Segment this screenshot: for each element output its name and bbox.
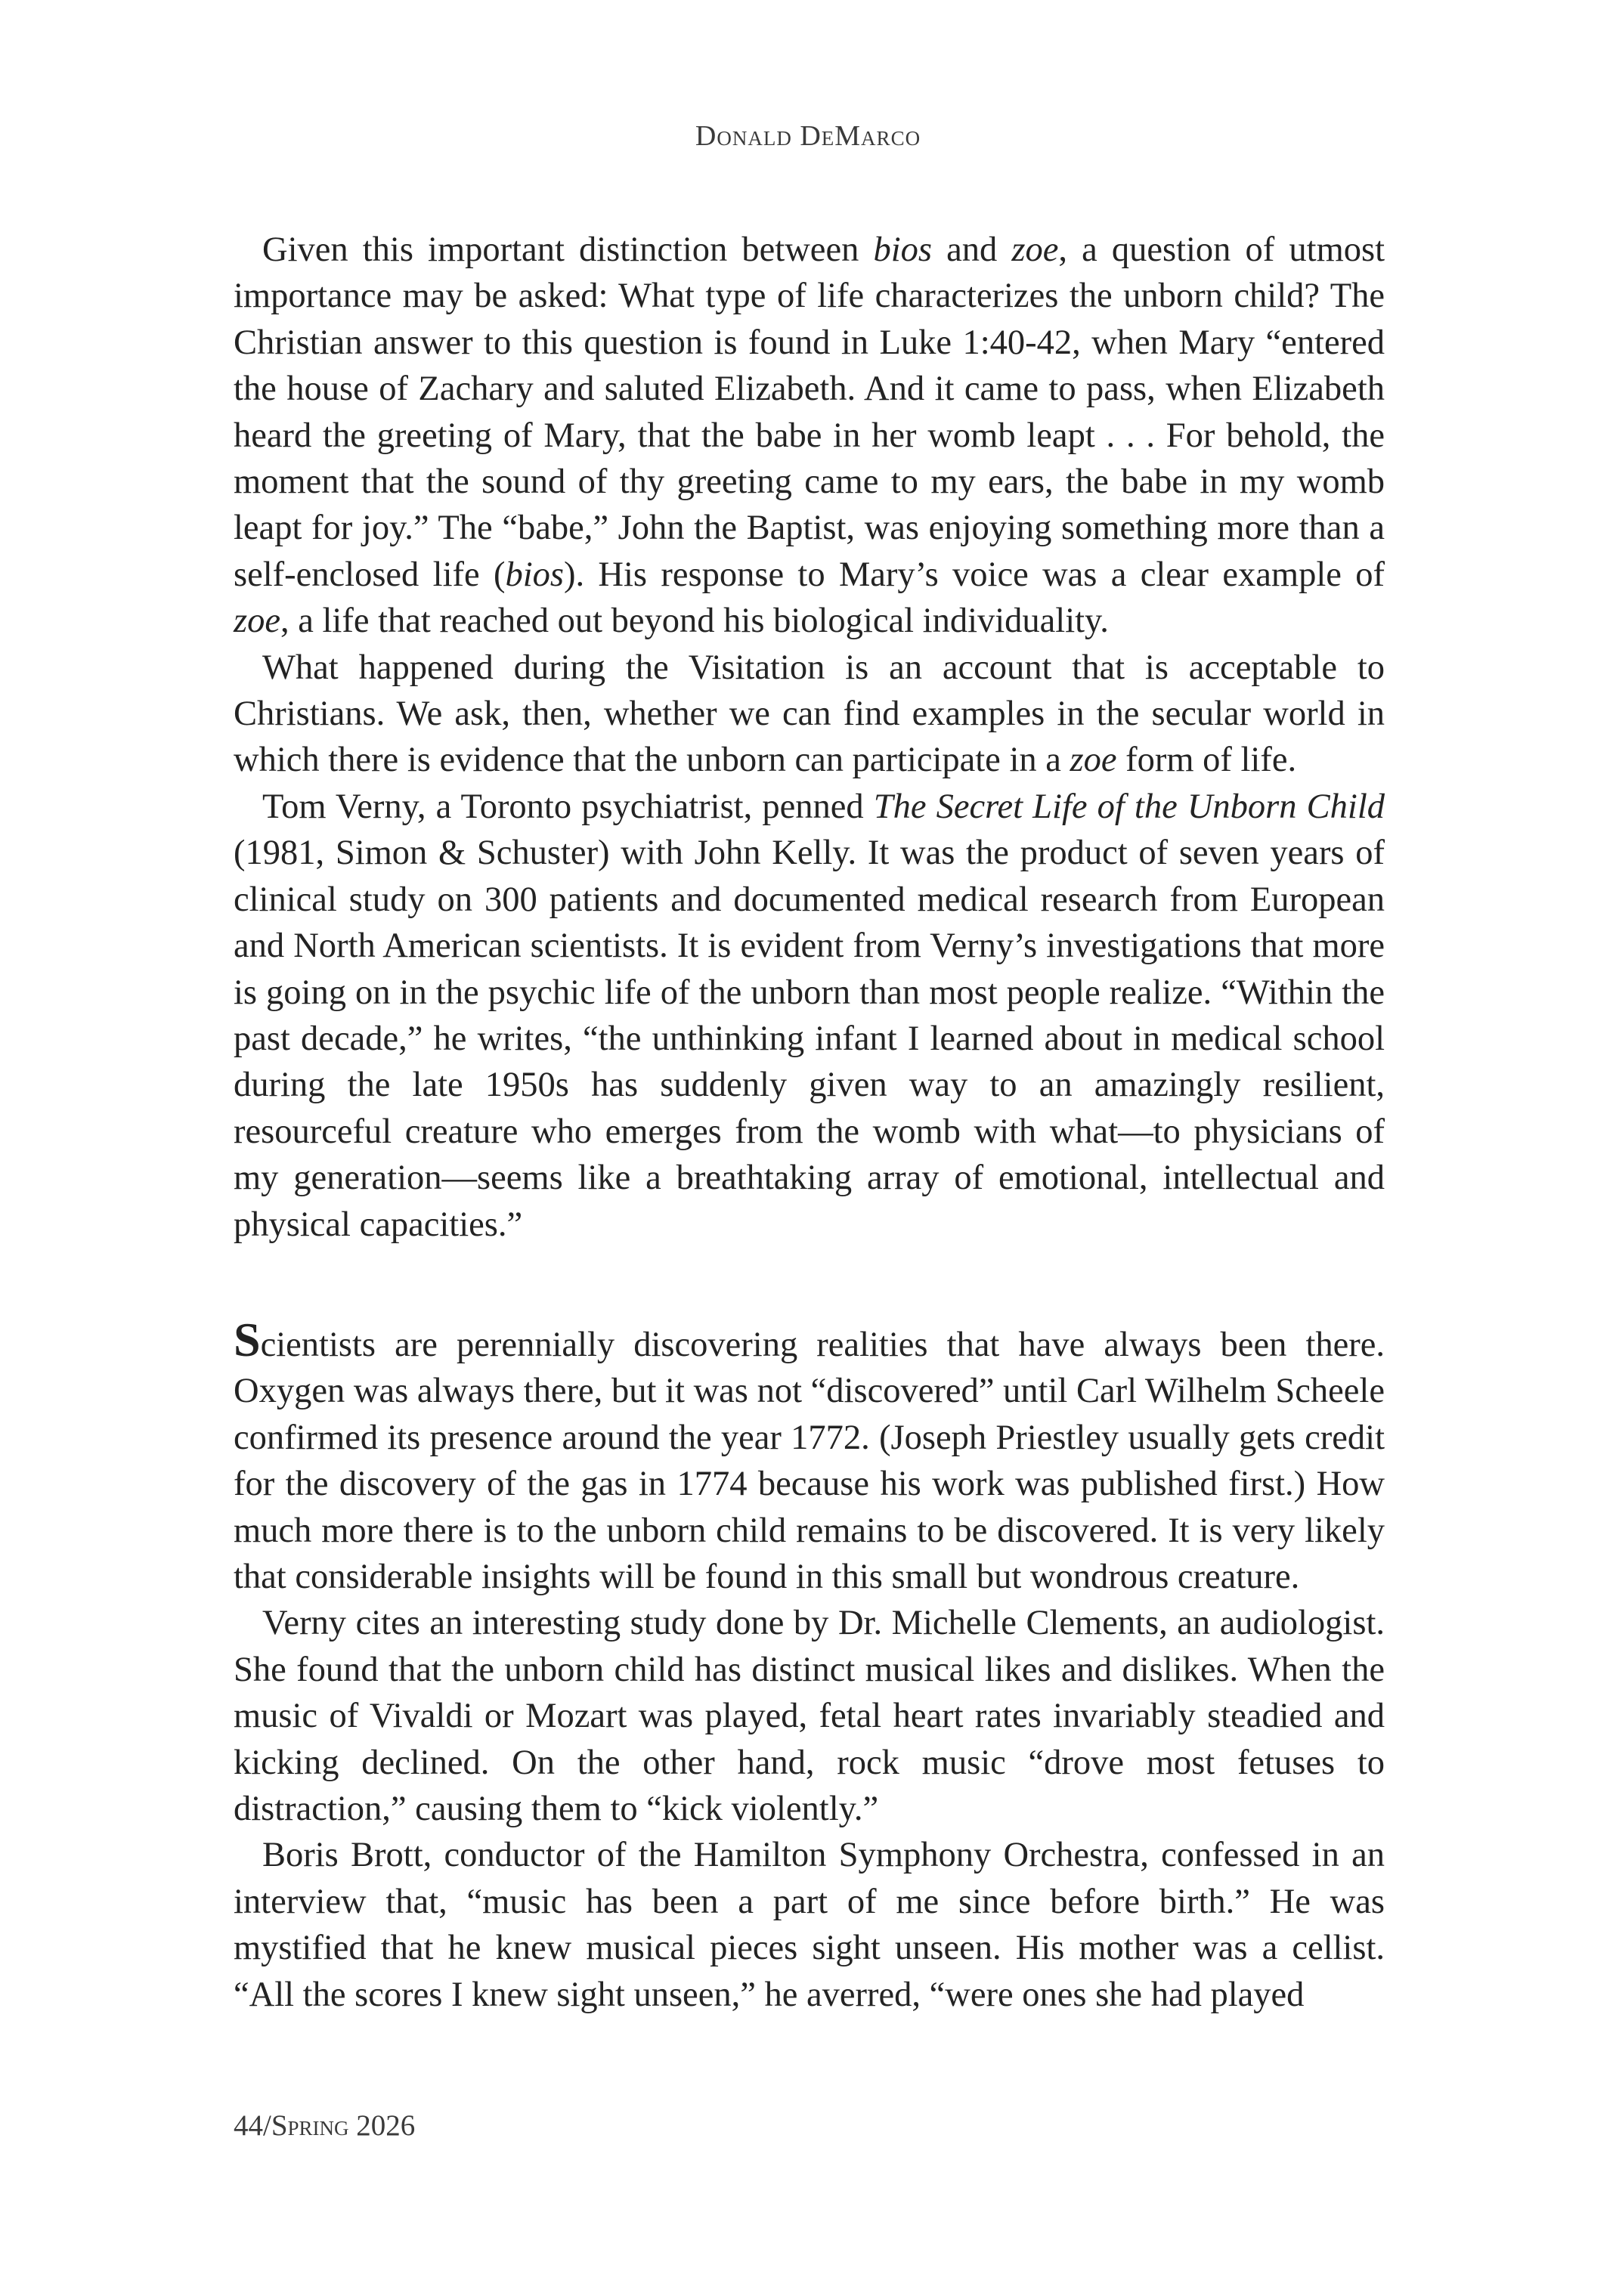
text-run: What happened during the Visitation is an account that is acceptable to Christians. We ask, then, whether we can find examples in the secular world in which there is evidence that the unborn can participate in a bbox=[234, 648, 1385, 780]
text-run: Given this important distinction between bbox=[262, 231, 874, 269]
italic-term: zoe bbox=[234, 602, 280, 641]
running-head: Donald DeMarco bbox=[695, 120, 921, 152]
text-run: , a question of utmost importance may be asked: What type of life characterizes the unborn child? The Christian answer to this question is found in Luke 1:40-42, when Mary “entered the house of Zachary and saluted Elizabeth. And it came to pass, when Elizabeth heard the greeting of Mary, that the babe in her womb leapt . . . For behold, the moment that the sound of thy greeting came to my ears, the babe in my womb leapt for joy.” The “babe,” John the Baptist, was enjoying something more than a self-enclosed life ( bbox=[234, 231, 1385, 594]
paragraph bbox=[234, 1313, 1385, 1600]
text-run: Tom Verny, a Toronto psychiatrist, penned bbox=[262, 787, 874, 826]
italic-term: zoe bbox=[1011, 231, 1059, 269]
section-two bbox=[234, 1313, 1385, 2018]
page-folio: 44/Spring 2026 bbox=[234, 2109, 416, 2142]
paragraph bbox=[234, 645, 1385, 784]
paragraph bbox=[234, 784, 1385, 1248]
book-title: The Secret Life of the Unborn Child bbox=[873, 787, 1385, 826]
text-run: form of life. bbox=[1116, 741, 1297, 780]
text-run: cientists are perennially discovering realities that have always been there. Oxygen was always there, but it was not “discovered” until Carl Wilhelm Scheele confirmed its presence around the year 1772. (Joseph Priestley usually gets credit for the discovery of the gas in 1774 because his work was published first.) How much more there is to the unborn child remains to be discovered. It is very likely that considerable insights will be found in this small but wondrous creature. bbox=[234, 1326, 1385, 1597]
italic-term: bios bbox=[873, 231, 932, 269]
section-one bbox=[234, 227, 1385, 1248]
paragraph bbox=[234, 1832, 1385, 2018]
drop-cap: S bbox=[234, 1313, 261, 1366]
italic-term: zoe bbox=[1070, 741, 1117, 780]
text-run: ). His response to Mary’s voice was a clear example of bbox=[563, 555, 1385, 594]
text-run: Verny cites an interesting study done by Dr. Michelle Clements, an audiologist. She found that the unborn child has distinct musical likes and dislikes. When the music of Vivaldi or Mozart was played, fetal heart rates invariably steadied and kicking declined. On the other hand, rock music “drove most fetuses to distraction,” causing them to “kick violently.” bbox=[234, 1604, 1385, 1829]
text-run: and bbox=[931, 231, 1012, 269]
text-run: (1981, Simon & Schuster) with John Kelly. It was the product of seven years of clinical study on 300 patients and documented medical research from European and North American scientists. It is evident from Verny’s investigations that more is going on in the psychic life of the unborn than most people realize. “Within the past decade,” he writes, “the unthinking infant I learned about in medical school during the late 1950s has suddenly given way to an amazingly resilient, resourceful creature who emerges from the womb with what—to physicians of my generation—seems like a breathtaking array of emotional, intellectual and physical capacities.” bbox=[234, 834, 1385, 1244]
italic-term: bios bbox=[505, 555, 564, 594]
text-run: Boris Brott, conductor of the Hamilton Symphony Orchestra, confessed in an interview that, “music has been a part of me since before birth.” He was mystified that he knew musical pieces sight unseen. His mother was a cellist. “All the scores I knew sight unseen,” he averred, “were ones she had played bbox=[234, 1836, 1385, 2014]
text-run: , a life that reached out beyond his biological individuality. bbox=[280, 602, 1109, 641]
paragraph bbox=[234, 1600, 1385, 1832]
paragraph bbox=[234, 227, 1385, 645]
